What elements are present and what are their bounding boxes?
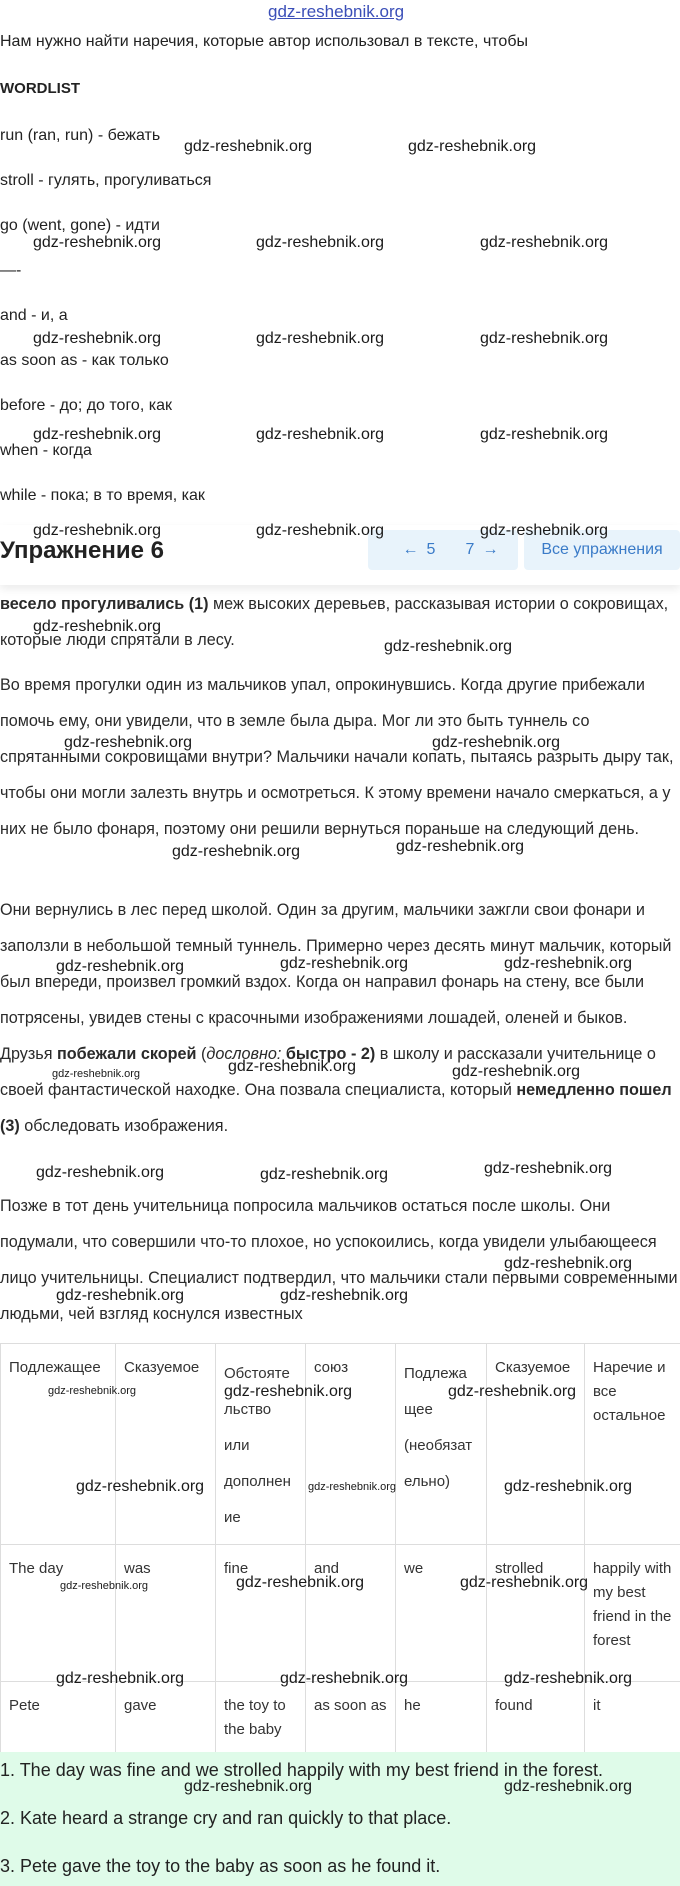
arrow-left-icon: ← [402, 541, 419, 558]
text-paragraph-3 [0, 892, 680, 1144]
watermark: gdz-reshebnik.org [172, 843, 301, 860]
watermark: gdz-reshebnik.org [396, 838, 525, 855]
watermark: gdz-reshebnik.org [33, 234, 162, 251]
watermark: gdz-reshebnik.org [228, 1058, 357, 1075]
arrow-right-icon: → [482, 541, 499, 558]
table-cell: strolled [487, 1545, 585, 1682]
watermark: gdz-reshebnik.org [384, 638, 513, 655]
next-exercise-label: 7 [465, 541, 475, 558]
table-header-cell: Подлежащее [1, 1344, 116, 1545]
wordlist-item: run (ran, run) - бежать [0, 127, 161, 144]
exercise-title: Упражнение 6 [0, 537, 164, 564]
watermark: gdz-reshebnik.org [280, 1670, 409, 1687]
sentence-table [0, 1343, 680, 1755]
paragraph-text: ( [196, 1045, 207, 1063]
adverb-highlight: быстро - 2) [281, 1045, 376, 1063]
watermark: gdz-reshebnik.org [308, 1481, 397, 1493]
table-cell: found [487, 1682, 585, 1755]
wordlist-item: —- [0, 262, 22, 279]
wordlist-item: and - и, а [0, 307, 68, 324]
table-cell: and [306, 1545, 396, 1682]
table-cell: it [585, 1682, 680, 1755]
watermark: gdz-reshebnik.org [480, 330, 609, 347]
table-row [1, 1545, 680, 1682]
watermark: gdz-reshebnik.org [52, 1068, 141, 1080]
watermark: gdz-reshebnik.org [48, 1385, 137, 1397]
watermark: gdz-reshebnik.org [224, 1383, 353, 1400]
watermark: gdz-reshebnik.org [60, 1580, 149, 1592]
watermark: gdz-reshebnik.org [452, 1063, 581, 1080]
watermark: gdz-reshebnik.org [484, 1160, 613, 1177]
watermark: gdz-reshebnik.org [76, 1478, 205, 1495]
watermark: gdz-reshebnik.org [504, 1778, 633, 1795]
wordlist-item: go (went, gone) - идти [0, 217, 160, 234]
watermark: gdz-reshebnik.org [256, 426, 385, 443]
table-header-cell: Обстоятельство или дополнение [216, 1344, 306, 1545]
watermark: gdz-reshebnik.org [432, 734, 561, 751]
paragraph-text: меж высоких деревьев, рассказывая истории о сокровищах, которые люди спрятали в лесу. [0, 595, 669, 649]
paragraph-italic: дословно: [206, 1045, 282, 1063]
watermark: gdz-reshebnik.org [33, 522, 162, 539]
answers-block [0, 1752, 680, 1886]
watermark: gdz-reshebnik.org [56, 1670, 185, 1687]
watermark: gdz-reshebnik.org [184, 138, 313, 155]
table-header-cell: Подлежащее (необязательно) [396, 1344, 487, 1545]
watermark: gdz-reshebnik.org [33, 618, 162, 635]
wordlist-item: while - пока; в то время, как [0, 487, 205, 504]
table-cell: happily with my best friend in the forest [585, 1545, 680, 1682]
watermark: gdz-reshebnik.org [56, 1287, 185, 1304]
watermark: gdz-reshebnik.org [256, 522, 385, 539]
watermark: gdz-reshebnik.org [408, 138, 537, 155]
watermark: gdz-reshebnik.org [460, 1574, 589, 1591]
wordlist-title: WORDLIST [0, 80, 80, 97]
wordlist-item: as soon as - как только [0, 352, 169, 369]
watermark: gdz-reshebnik.org [256, 330, 385, 347]
watermark: gdz-reshebnik.org [480, 234, 609, 251]
wordlist-item: before - до; до того, как [0, 397, 172, 414]
table-header-cell: союз [306, 1344, 396, 1545]
all-exercises-label: Все упражнения [541, 541, 663, 558]
watermark: gdz-reshebnik.org [448, 1383, 577, 1400]
watermark: gdz-reshebnik.org [280, 1287, 409, 1304]
watermark: gdz-reshebnik.org [280, 955, 409, 972]
paragraph-text: в школу и рассказали учительнице о своей фантастической находке. Она позвала специалиста, который [0, 1045, 656, 1099]
watermark: gdz-reshebnik.org [184, 1778, 313, 1795]
intro-text: Нам нужно найти наречия, которые автор использовал в тексте, чтобы [0, 33, 528, 50]
table-cell: we [396, 1545, 487, 1682]
watermark: gdz-reshebnik.org [56, 958, 185, 975]
adverb-highlight: весело прогуливались (1) [0, 595, 209, 613]
table-header-cell: Сказуемое [116, 1344, 216, 1545]
table-cell: fine [216, 1545, 306, 1682]
watermark: gdz-reshebnik.org [504, 1478, 633, 1495]
answer-line: 1. The day was fine and we strolled happily with my best friend in the forest. [0, 1760, 603, 1780]
table-cell: as soon as [306, 1682, 396, 1755]
site-link[interactable]: gdz-reshebnik.org [268, 2, 405, 21]
table-cell: he [396, 1682, 487, 1755]
table-row [1, 1682, 680, 1755]
answer-line: 3. Pete gave the toy to the baby as soon as he found it. [0, 1856, 441, 1876]
watermark: gdz-reshebnik.org [480, 522, 609, 539]
watermark: gdz-reshebnik.org [236, 1574, 365, 1591]
watermark: gdz-reshebnik.org [36, 1164, 165, 1181]
text-paragraph-4: Позже в тот день учительница попросила мальчиков остаться после школы. Они подумали, что совершили что-то плохое, но успокоились, когда увидели улыбающееся лицо учительницы. Специалист подтвердил, что мальчики стали первыми современными людьми, чей взгляд коснулся известных [0, 1197, 678, 1323]
prev-exercise-label: 5 [426, 541, 436, 558]
adverb-highlight: немедленно пошел (3) [0, 1081, 672, 1135]
table-header-cell: Наречие и все остальное [585, 1344, 680, 1545]
paragraph-text: обследовать изображения. [19, 1117, 229, 1135]
table-cell: Pete [1, 1682, 116, 1755]
text-paragraph-2: Во время прогулки один из мальчиков упал, опрокинувшись. Когда другие прибежали помочь ему, они увидели, что в земле была дыра. Мог ли это быть туннель со спрятанными сокровищами внутри? Мальчики начали копать, пытаясь разрыть дыру так, чтобы они могли залезть внутрь и осмотреться. К этому времени начало смеркаться, а у них не было фонаря, поэтому они решили вернуться пораньше на следующий день. [0, 676, 674, 838]
table-cell: gave [116, 1682, 216, 1755]
paragraph-text: Они вернулись в лес перед школой. Один за другим, мальчики зажгли свои фонари и заползли в небольшой темный туннель. Примерно через десять минут мальчик, который был впереди, произвел громкий вздох. Когда он направил фонарь на стену, все были потрясены, увидев стены с красочными изображениями лошадей, оленей и быков. Друзья [0, 901, 672, 1063]
watermark: gdz-reshebnik.org [504, 955, 633, 972]
adverb-highlight: побежали скорей [57, 1045, 197, 1063]
table-cell: the toy to the baby [216, 1682, 306, 1755]
watermark: gdz-reshebnik.org [64, 734, 193, 751]
table-header-cell: Сказуемое [487, 1344, 585, 1545]
watermark: gdz-reshebnik.org [260, 1166, 389, 1183]
watermark: gdz-reshebnik.org [33, 426, 162, 443]
watermark: gdz-reshebnik.org [480, 426, 609, 443]
table-header-row [1, 1344, 680, 1545]
watermark: gdz-reshebnik.org [504, 1670, 633, 1687]
watermark: gdz-reshebnik.org [33, 330, 162, 347]
table-cell: was [116, 1545, 216, 1682]
wordlist-item: stroll - гулять, прогуливаться [0, 172, 212, 189]
answer-line: 2. Kate heard a strange cry and ran quickly to that place. [0, 1808, 452, 1828]
watermark: gdz-reshebnik.org [256, 234, 385, 251]
watermark: gdz-reshebnik.org [504, 1255, 633, 1272]
table-cell: The day [1, 1545, 116, 1682]
wordlist-item: when - когда [0, 442, 92, 459]
